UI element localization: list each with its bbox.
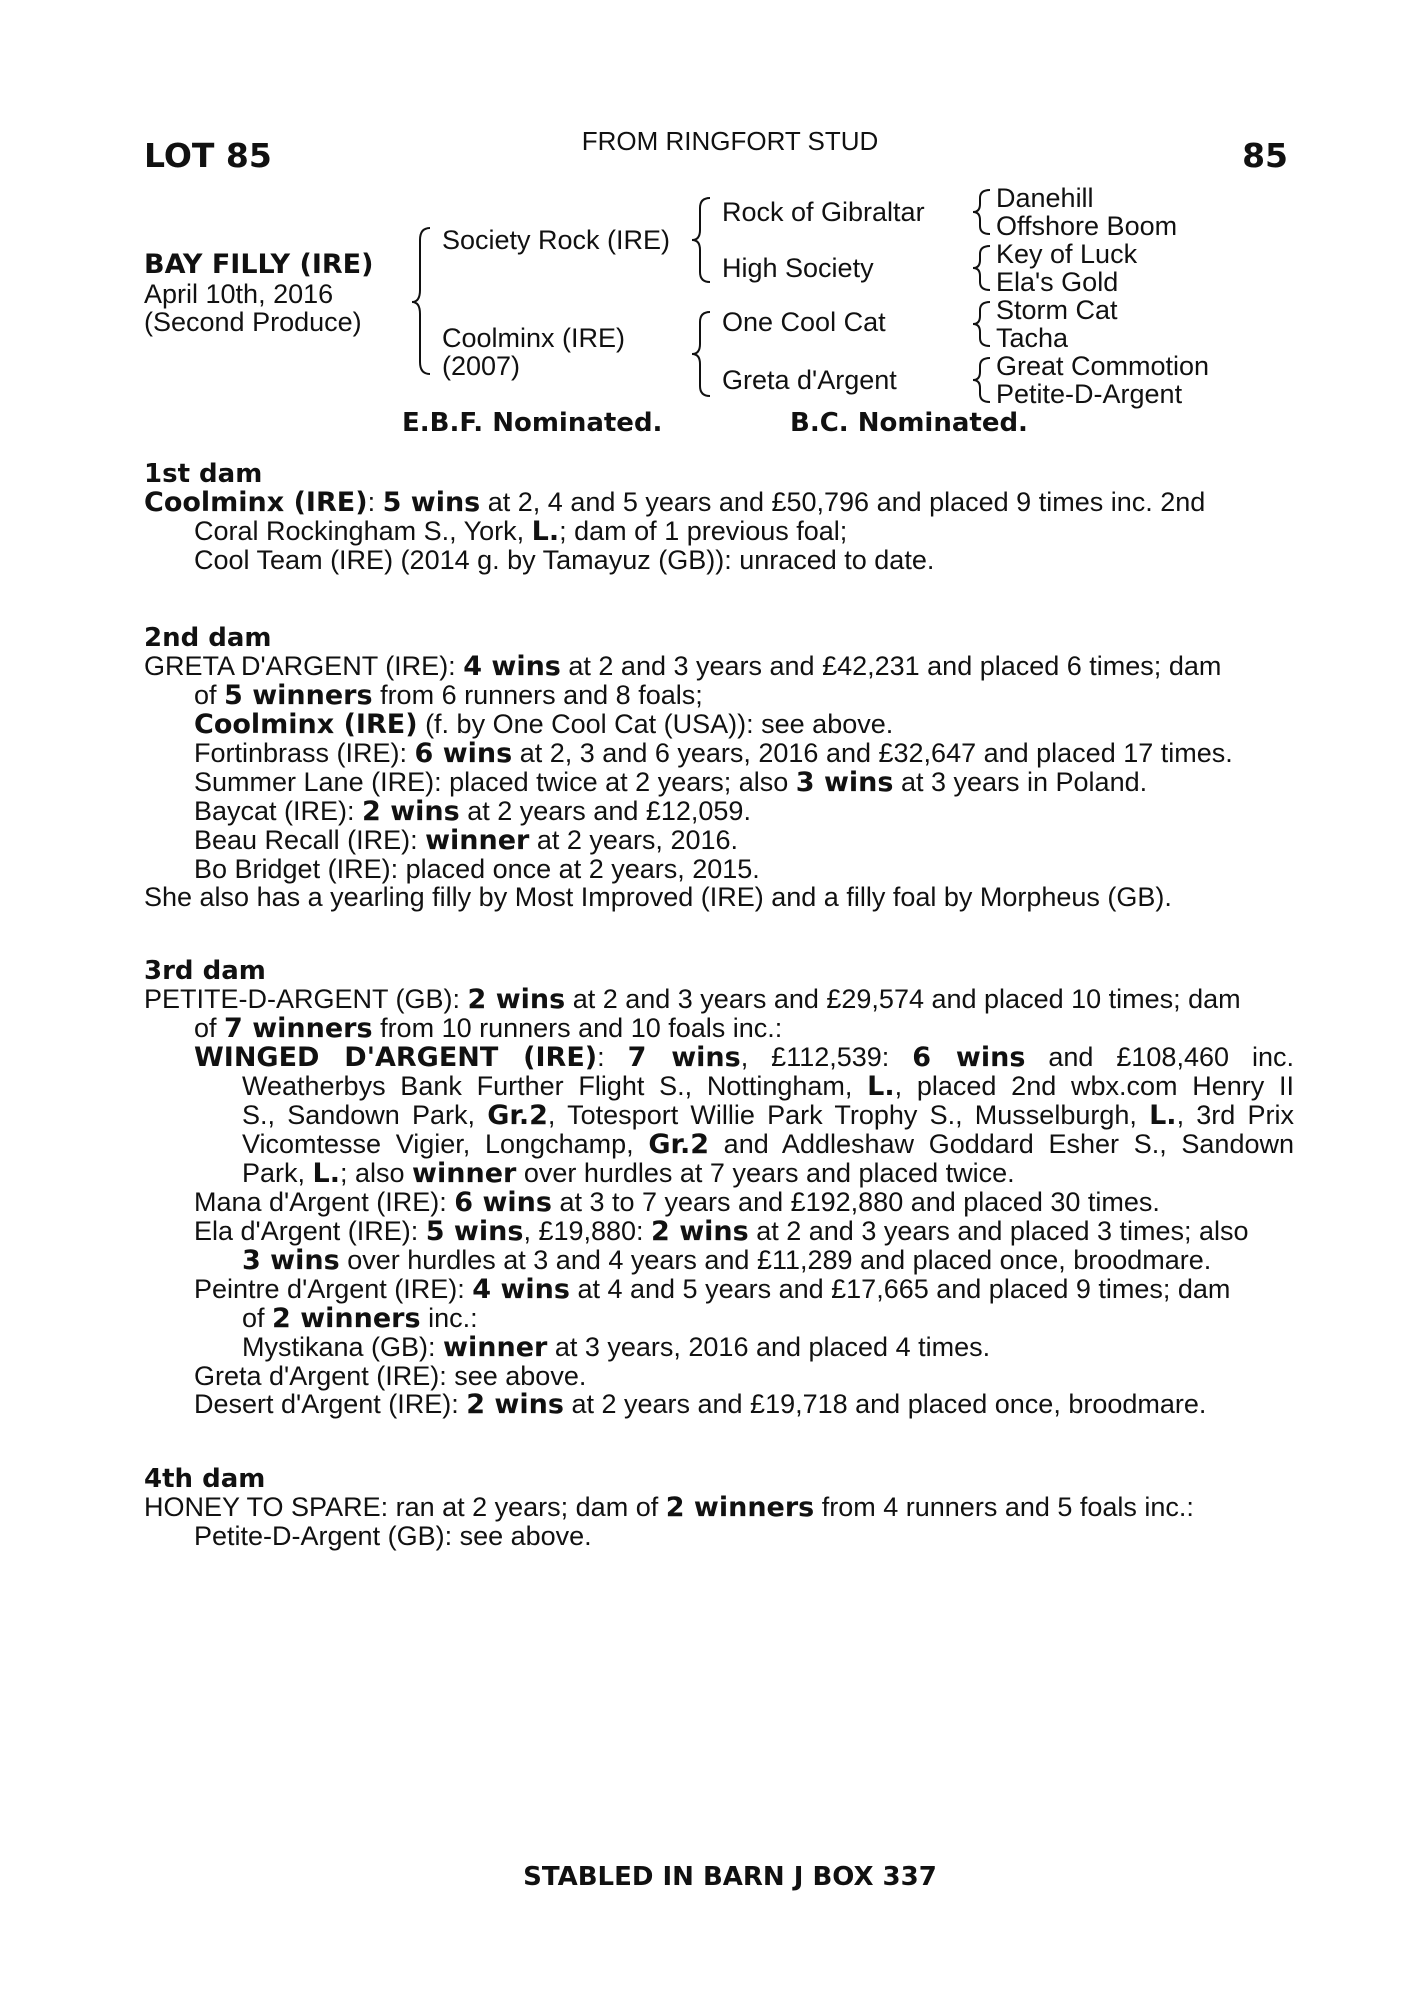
text: Greta d'Argent (IRE): see above. bbox=[194, 1361, 587, 1391]
text-line bbox=[144, 517, 1294, 546]
text-line bbox=[144, 1159, 1294, 1188]
bracket-horse bbox=[412, 228, 430, 374]
text: Fortinbrass (IRE): bbox=[194, 738, 415, 768]
text: PETITE-D-ARGENT (GB): bbox=[144, 984, 468, 1014]
bold-text: 3 wins bbox=[242, 1245, 340, 1276]
bold-text: 4 wins bbox=[472, 1274, 570, 1305]
text: Park, bbox=[242, 1158, 313, 1188]
text: Ela d'Argent (IRE): bbox=[194, 1216, 426, 1246]
ebf-nominated: E.B.F. Nominated. bbox=[402, 408, 663, 438]
text: , £112,539: bbox=[740, 1042, 913, 1072]
bold-text: 2 winners bbox=[272, 1303, 421, 1334]
text-line bbox=[144, 546, 1294, 574]
bold-text: 5 winners bbox=[224, 680, 373, 711]
lot-label: LOT 85 bbox=[144, 136, 272, 175]
bold-text: winner bbox=[425, 825, 530, 856]
bold-text: 6 wins bbox=[454, 1187, 552, 1218]
bold-text: L. bbox=[312, 1158, 340, 1189]
text: Beau Recall (IRE): bbox=[194, 825, 426, 855]
bracket-gp-1 bbox=[973, 190, 990, 234]
text-line bbox=[144, 1217, 1294, 1246]
text-line bbox=[144, 652, 1294, 681]
text: from 6 runners and 8 foals; bbox=[372, 680, 703, 710]
text-line bbox=[144, 1522, 1294, 1550]
text: : bbox=[597, 1042, 628, 1072]
text-line bbox=[144, 855, 1294, 883]
bold-text: 3 wins bbox=[795, 767, 894, 798]
great-grandparent: Ela's Gold bbox=[996, 267, 1119, 297]
text: , Totesport Willie Park Trophy S., Musselburgh, bbox=[547, 1100, 1150, 1130]
bold-text: 2 wins bbox=[651, 1216, 749, 1247]
text-line bbox=[144, 1101, 1294, 1130]
text: GRETA D'ARGENT (IRE): bbox=[144, 651, 464, 681]
section-title: 4th dam bbox=[144, 1464, 266, 1494]
bold-text: WINGED D'ARGENT (IRE) bbox=[194, 1042, 598, 1073]
bold-text: Coolminx (IRE) bbox=[144, 487, 368, 518]
bold-text: 2 wins bbox=[362, 796, 460, 827]
grandparent: Rock of Gibraltar bbox=[722, 197, 925, 227]
bold-text: 2 wins bbox=[466, 1389, 564, 1420]
text: Petite-D-Argent (GB): see above. bbox=[194, 1521, 592, 1551]
great-grandparent: Danehill bbox=[996, 183, 1094, 213]
text-line bbox=[144, 681, 1294, 710]
dam-section bbox=[144, 957, 1294, 1419]
text: Bo Bridget (IRE): placed once at 2 years, 2015. bbox=[194, 854, 760, 884]
dam-section bbox=[144, 624, 1294, 911]
text-line bbox=[144, 768, 1294, 797]
text: at 2, 3 and 6 years, 2016 and £32,647 and placed 17 times. bbox=[512, 738, 1233, 768]
text: Mystikana (GB): bbox=[242, 1332, 444, 1362]
text: ; also bbox=[340, 1158, 413, 1188]
text-line bbox=[144, 710, 1294, 739]
bold-text: winner bbox=[412, 1158, 517, 1189]
great-grandparent: Tacha bbox=[996, 323, 1069, 353]
text-line bbox=[144, 826, 1294, 855]
text: She also has a yearling filly by Most Improved (IRE) and a filly foal by Morpheus (GB). bbox=[144, 882, 1172, 912]
grandparent: One Cool Cat bbox=[722, 307, 886, 337]
text: at 2 and 3 years and placed 3 times; also bbox=[748, 1216, 1249, 1246]
text: over hurdles at 7 years and placed twice. bbox=[516, 1158, 1015, 1188]
bold-text: L. bbox=[531, 516, 560, 547]
dam-name: Coolminx (IRE) bbox=[442, 323, 626, 353]
text: at 2 years, 2016. bbox=[529, 825, 739, 855]
text-line bbox=[144, 1246, 1294, 1275]
text: Cool Team (IRE) (2014 g. by Tamayuz (GB)): unraced to date. bbox=[194, 545, 935, 575]
bold-text: L. bbox=[867, 1071, 895, 1102]
bold-text: 7 wins bbox=[627, 1042, 741, 1073]
text: : bbox=[367, 487, 383, 517]
bold-text: 7 winners bbox=[224, 1013, 373, 1044]
text: S., Sandown Park, bbox=[242, 1100, 488, 1130]
text-line bbox=[144, 1072, 1294, 1101]
text: at 2, 4 and 5 years and £50,796 and placed 9 times inc. 2nd bbox=[480, 487, 1206, 517]
great-grandparent: Great Commotion bbox=[996, 351, 1210, 381]
text: , placed 2nd wbx.com Henry II bbox=[894, 1071, 1294, 1101]
bold-text: 2 winners bbox=[665, 1492, 815, 1523]
text: and Addleshaw Goddard Esher S., Sandown bbox=[708, 1129, 1294, 1159]
text-line bbox=[144, 1188, 1294, 1217]
sire-name: Society Rock (IRE) bbox=[442, 225, 671, 255]
text: of bbox=[242, 1303, 273, 1333]
section-title: 3rd dam bbox=[144, 956, 266, 986]
pedigree-brackets bbox=[0, 0, 1428, 420]
text: of bbox=[194, 1013, 225, 1043]
text-line bbox=[144, 1333, 1294, 1362]
text-line bbox=[144, 1014, 1294, 1043]
bold-text: Gr.2 bbox=[487, 1100, 548, 1131]
bold-text: 4 wins bbox=[463, 651, 561, 682]
great-grandparent: Petite-D-Argent bbox=[996, 379, 1183, 409]
text: Weatherbys Bank Further Flight S., Nottingham, bbox=[242, 1071, 868, 1101]
text-line bbox=[144, 883, 1294, 911]
great-grandparent: Key of Luck bbox=[996, 239, 1138, 269]
bracket-gp-2 bbox=[973, 246, 990, 290]
text: at 2 years and £12,059. bbox=[459, 796, 751, 826]
dam-section bbox=[144, 1465, 1294, 1550]
text: HONEY TO SPARE: ran at 2 years; dam of bbox=[144, 1492, 666, 1522]
bold-text: 6 wins bbox=[414, 738, 513, 769]
section-title: 2nd dam bbox=[144, 623, 272, 653]
text: at 2 and 3 years and £29,574 and placed 10 times; dam bbox=[565, 984, 1241, 1014]
text: from 4 runners and 5 foals inc.: bbox=[814, 1492, 1194, 1522]
text: at 2 and 3 years and £42,231 and placed 6 times; dam bbox=[560, 651, 1222, 681]
produce-note: (Second Produce) bbox=[144, 307, 362, 337]
great-grandparent: Offshore Boom bbox=[996, 211, 1178, 241]
text: Mana d'Argent (IRE): bbox=[194, 1187, 455, 1217]
bold-text: 5 wins bbox=[425, 1216, 524, 1247]
text-line bbox=[144, 1275, 1294, 1304]
bold-text: 2 wins bbox=[467, 984, 566, 1015]
section-title: 1st dam bbox=[144, 459, 263, 489]
text: over hurdles at 3 and 4 years and £11,289 and placed once, broodmare. bbox=[339, 1245, 1212, 1275]
text: of bbox=[194, 680, 225, 710]
lot-number: 85 bbox=[1242, 136, 1288, 175]
bold-text: 5 wins bbox=[382, 487, 481, 518]
text: ; dam of 1 previous foal; bbox=[559, 516, 848, 546]
horse-title: BAY FILLY (IRE) bbox=[144, 249, 374, 280]
text: Baycat (IRE): bbox=[194, 796, 363, 826]
dam-year: (2007) bbox=[442, 351, 521, 381]
text-line bbox=[144, 985, 1294, 1014]
bracket-gp-3 bbox=[973, 302, 990, 346]
text-line bbox=[144, 1304, 1294, 1333]
text: Vicomtesse Vigier, Longchamp, bbox=[242, 1129, 649, 1159]
bold-text: Coolminx (IRE) bbox=[194, 709, 418, 740]
dam-section bbox=[144, 460, 1294, 574]
text: Coral Rockingham S., York, bbox=[194, 516, 532, 546]
text: at 2 years and £19,718 and placed once, broodmare. bbox=[563, 1389, 1207, 1419]
bracket-gp-4 bbox=[973, 358, 990, 402]
text-line bbox=[144, 488, 1294, 517]
text: (f. by One Cool Cat (USA)): see above. bbox=[417, 709, 894, 739]
great-grandparent: Storm Cat bbox=[996, 295, 1118, 325]
bc-nominated: B.C. Nominated. bbox=[790, 408, 1028, 438]
text: at 3 to 7 years and £192,880 and placed 30 times. bbox=[551, 1187, 1160, 1217]
dam-sections bbox=[144, 460, 1294, 1550]
bracket-dam bbox=[692, 312, 710, 396]
text-line bbox=[144, 739, 1294, 768]
text-line bbox=[144, 1362, 1294, 1390]
bold-text: L. bbox=[1149, 1100, 1177, 1131]
text: , £19,880: bbox=[523, 1216, 652, 1246]
text: and £108,460 inc. bbox=[1025, 1042, 1294, 1072]
text: at 3 years in Poland. bbox=[893, 767, 1148, 797]
text: inc.: bbox=[420, 1303, 478, 1333]
grandparent: Greta d'Argent bbox=[722, 365, 897, 395]
stabling-info: STABLED IN BARN J BOX 337 bbox=[523, 1862, 937, 1892]
text-line bbox=[144, 1043, 1294, 1072]
text-line bbox=[144, 797, 1294, 826]
text-line bbox=[144, 1130, 1294, 1159]
text: Desert d'Argent (IRE): bbox=[194, 1389, 467, 1419]
bracket-sire bbox=[692, 198, 710, 282]
text: Peintre d'Argent (IRE): bbox=[194, 1274, 473, 1304]
foaling-date: April 10th, 2016 bbox=[144, 279, 334, 309]
text-line bbox=[144, 1493, 1294, 1522]
bold-text: Gr.2 bbox=[648, 1129, 709, 1160]
bold-text: 6 wins bbox=[912, 1042, 1026, 1073]
text: at 4 and 5 years and £17,665 and placed 9 times; dam bbox=[569, 1274, 1231, 1304]
consignor: FROM RINGFORT STUD bbox=[581, 126, 879, 156]
text: Summer Lane (IRE): placed twice at 2 years; also bbox=[194, 767, 796, 797]
text: at 3 years, 2016 and placed 4 times. bbox=[547, 1332, 991, 1362]
bold-text: winner bbox=[443, 1332, 548, 1363]
grandparent: High Society bbox=[722, 253, 874, 283]
text: from 10 runners and 10 foals inc.: bbox=[372, 1013, 783, 1043]
text: , 3rd Prix bbox=[1176, 1100, 1295, 1130]
text-line bbox=[144, 1390, 1294, 1419]
